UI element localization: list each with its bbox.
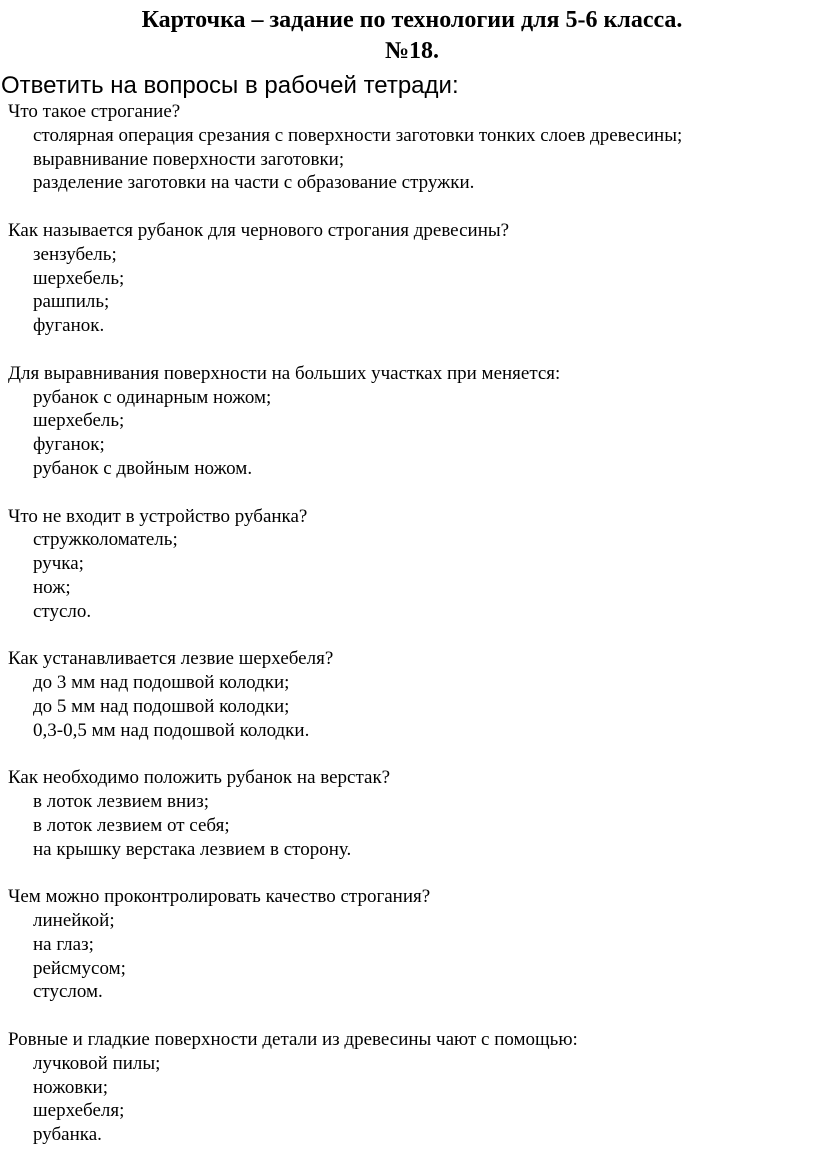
question-text: Чем можно проконтролировать качество строгания? — [8, 886, 431, 908]
question-spacer — [0, 195, 816, 219]
question-text: Для выравнивания поверхности на больших участках при меняется: — [8, 362, 561, 384]
answer-option: на глаз; — [33, 933, 94, 955]
answer-option: нож; — [33, 576, 71, 598]
answer-option: до 5 мм над подошвой колодки; — [33, 695, 290, 717]
answer-option: рубанок с двойным ножом. — [33, 457, 253, 479]
question-spacer — [0, 1004, 816, 1028]
question-block — [0, 100, 816, 195]
answer-option: выравнивание поверхности заготовки; — [33, 148, 345, 170]
question-text: Что не входит в устройство рубанка? — [8, 505, 308, 527]
question-block — [0, 219, 816, 338]
answer-option: стружколоматель; — [33, 529, 178, 551]
question-text: Как устанавливается лезвие шерхебеля? — [8, 648, 334, 670]
answer-option: фуганок. — [33, 315, 105, 337]
question-spacer — [0, 481, 816, 505]
question-spacer — [0, 624, 816, 648]
answer-option: ножовки; — [33, 1076, 108, 1098]
answer-option: в лоток лезвием от себя; — [33, 814, 230, 836]
answer-option: линейкой; — [33, 910, 115, 932]
question-block — [0, 1028, 816, 1147]
answer-option: шерхебель; — [33, 410, 125, 432]
answer-option: рейсмусом; — [33, 957, 126, 979]
question-text: Как необходимо положить рубанок на верстак? — [8, 767, 391, 789]
answer-option: разделение заготовки на части с образование стружки. — [33, 172, 475, 194]
answer-option: фуганок; — [33, 434, 105, 456]
answer-list — [0, 124, 816, 195]
question-list — [0, 100, 816, 1147]
answer-option: до 3 мм над подошвой колодки; — [33, 672, 290, 694]
answer-option: стуслом. — [33, 981, 103, 1003]
answer-list — [0, 528, 816, 623]
answer-list — [0, 1052, 816, 1147]
question-block — [0, 647, 816, 742]
question-block — [0, 885, 816, 1004]
answer-option: лучковой пилы; — [33, 1052, 161, 1074]
question-text: Как называется рубанок для чернового строгания древесины? — [8, 219, 510, 241]
document-title — [0, 5, 816, 67]
answer-option: ручка; — [33, 553, 84, 575]
answer-option: шерхебеля; — [33, 1100, 125, 1122]
answer-option: стусло. — [33, 600, 92, 622]
answer-list — [0, 671, 816, 742]
question-block — [0, 362, 816, 481]
answer-option: в лоток лезвием вниз; — [33, 791, 210, 813]
answer-option: на крышку верстака лезвием в сторону. — [33, 838, 352, 860]
question-spacer — [0, 743, 816, 767]
answer-list — [0, 790, 816, 861]
answer-option: рубанок с одинарным ножом; — [33, 386, 272, 408]
answer-option: зензубель; — [33, 243, 117, 265]
instruction-text: Ответить на вопросы в рабочей тетради: — [1, 72, 459, 99]
answer-option: шерхебель; — [33, 267, 125, 289]
question-text: Что такое строгание? — [8, 101, 181, 122]
answer-option: 0,3-0,5 мм над подошвой колодки. — [33, 719, 310, 741]
answer-option: рубанка. — [33, 1124, 102, 1146]
question-block — [0, 505, 816, 624]
title-line-2: №18. — [384, 38, 440, 64]
answer-list — [0, 243, 816, 338]
question-block — [0, 766, 816, 861]
title-line-1: Карточка – задание по технологии для 5-6 класса. — [141, 7, 683, 33]
answer-list — [0, 386, 816, 481]
answer-list — [0, 909, 816, 1004]
answer-option: столярная операция срезания с поверхности заготовки тонких слоев древесины; — [33, 124, 683, 146]
question-text: Ровные и гладкие поверхности детали из древесины чают с помощью: — [8, 1029, 578, 1051]
question-spacer — [0, 862, 816, 886]
answer-option: рашпиль; — [33, 291, 110, 313]
question-spacer — [0, 338, 816, 362]
